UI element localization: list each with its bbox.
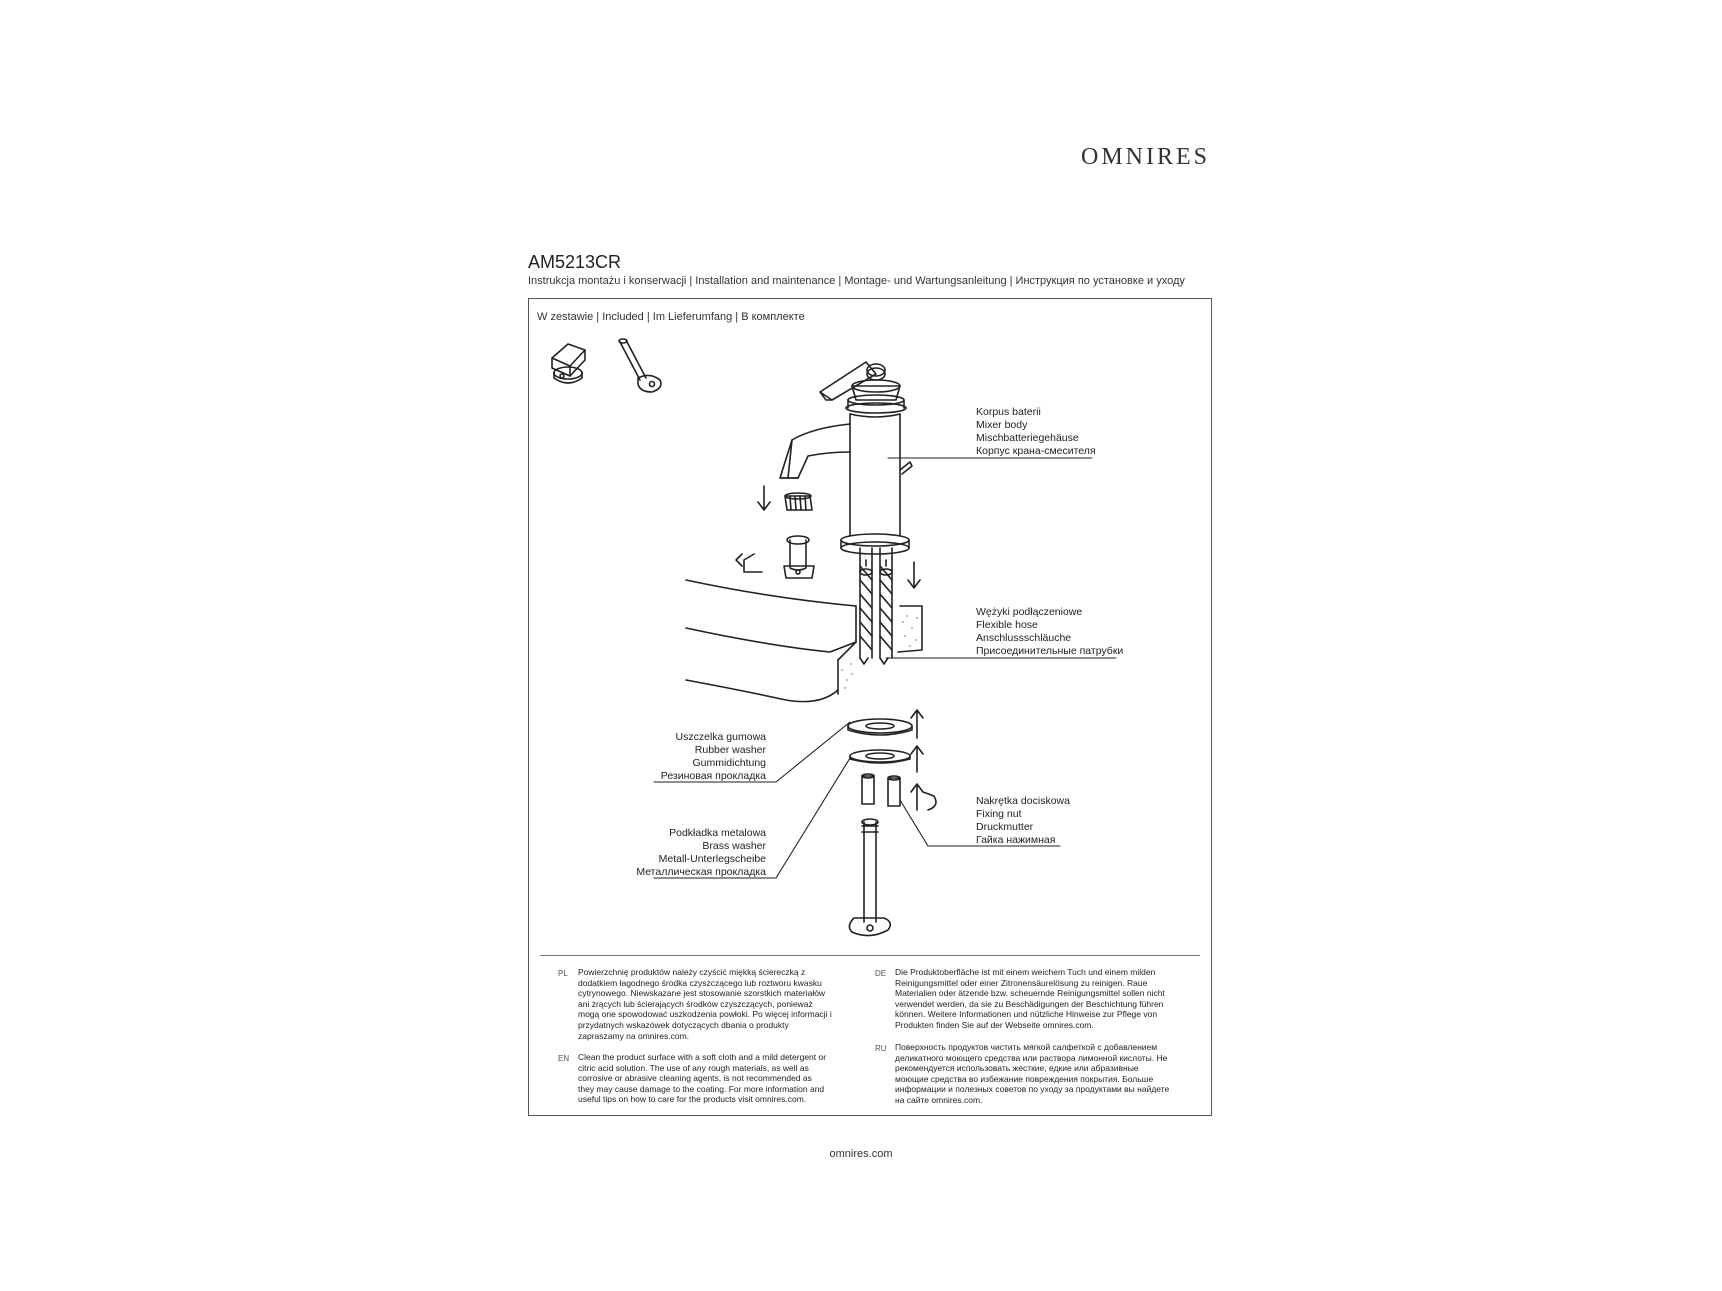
label-nut-ru: Гайка нажимная xyxy=(976,834,1056,846)
arrow-down-icon xyxy=(758,486,770,510)
section-divider xyxy=(540,955,1200,956)
label-mixer-body-de: Mischbatteriegehäuse xyxy=(976,432,1079,444)
care-text-ru: Поверхность продуктов чистить мягкой салфеткой с добавлением деликатного моющего средства или раствора лимонной кислоты. Не рекомендуется использовать жесткие, едкие или абразивные моющие средства во избежание повреждения покрытия. Больше информации и полезных советов по уходу за продуктами вы найдете на сайте omnires.com. xyxy=(895,1042,1170,1105)
model-number: AM5213CR xyxy=(528,252,622,272)
label-hose-en: Flexible hose xyxy=(976,619,1038,631)
included-title: W zestawie | Included | Im Lieferumfang | В комплекте xyxy=(537,311,805,323)
arrow-up-icon-2 xyxy=(911,746,923,772)
label-rubber-ru: Резиновая прокладка xyxy=(660,770,766,782)
label-brass-pl: Podkładka metalowa xyxy=(669,827,766,839)
rotate-arrow-icon xyxy=(736,554,762,572)
lang-code-de: DE xyxy=(875,969,887,978)
label-mixer-body xyxy=(976,406,1096,458)
brand-logo: OMNIRES xyxy=(1080,144,1210,170)
mounting-stud-icon xyxy=(849,819,890,936)
label-brass-de: Metall-Unterlegscheibe xyxy=(658,853,766,865)
label-brass-ru: Металлическая прокладка xyxy=(636,866,766,878)
brass-washer-icon xyxy=(850,750,910,763)
label-brass-en: Brass washer xyxy=(702,840,766,852)
label-nut-en: Fixing nut xyxy=(976,808,1022,820)
label-mixer-body-en: Mixer body xyxy=(976,419,1028,431)
arrow-up-rotate-icon xyxy=(911,784,936,810)
label-hose-de: Anschlussschläuche xyxy=(976,632,1072,644)
label-brass-washer xyxy=(604,827,766,879)
footer-website[interactable]: omnires.com xyxy=(829,1148,893,1160)
care-text-en: Clean the product surface with a soft cloth and a mild detergent or citric acid solution. The use of any rough materials, as well as corrosive or abrasive cleaning agents, is not recommended as they may cause damage to the coating. For more information and useful tips on how to care for the products visit omnires.com. xyxy=(578,1052,827,1105)
care-text-pl: Powierzchnię produktów należy czyścić miękką ściereczką z dodatkiem łagodnego środka czyszczącego lub roztworu kwasku cytrynowego. Niewskazane jest stosowanie szorstkich materiałów ani żrących lub ścierających środków czyszczących, ponieważ mogą one spowodować uszkodzenia powłoki. Po więcej informacji i przydatnych wskazówek dotyczących dbania o produkty zapraszamy na omnires.com. xyxy=(578,967,832,1041)
label-mixer-body-pl: Korpus baterii xyxy=(976,406,1041,418)
arrow-down-icon-2 xyxy=(908,562,920,588)
flexible-hose-icon xyxy=(860,548,892,664)
fixing-nut-icon xyxy=(862,774,900,806)
label-rubber-pl: Uszczelka gumowa xyxy=(675,731,766,743)
label-hose-pl: Wężyki podłączeniowe xyxy=(976,606,1083,618)
label-rubber-en: Rubber washer xyxy=(694,744,766,756)
countertop-icon xyxy=(686,580,922,702)
lang-code-pl: PL xyxy=(558,969,568,978)
arrow-up-icon xyxy=(911,710,923,738)
label-nut-de: Druckmutter xyxy=(976,821,1034,833)
label-hose-ru: Присоединительные патрубки xyxy=(976,645,1124,657)
mixer-body-icon xyxy=(780,414,912,554)
label-rubber-washer xyxy=(604,731,766,783)
care-text-de: Die Produktoberfläche ist mit einem weichem Tuch und einem milden Reinigungsmittel oder einer Zitronensäurelösung zu reinigen. Raue Materialien oder ätzende bzw. scheuernde Reinigungsmittel sollen nicht verwendet werden, da sie zu Beschädigungen der Beschichtung führen können. Weitere Informationen und nützliche Hinweise zur Pflege von Produkten finden Sie auf der Webseite omnires.com. xyxy=(895,967,1165,1030)
lang-code-en: EN xyxy=(558,1054,570,1063)
label-flexible-hose xyxy=(976,606,1123,658)
label-nut-pl: Nakrętka dociskowa xyxy=(976,795,1070,807)
aerator-icon xyxy=(785,493,812,510)
label-rubber-de: Gummidichtung xyxy=(692,757,766,769)
label-fixing-nut xyxy=(976,795,1070,847)
lang-code-ru: RU xyxy=(875,1044,887,1053)
aerator-key-icon xyxy=(784,536,814,578)
document-subtitle: Instrukcja montażu i konserwacji | Installation and maintenance | Montage- und Wartungsanleitung | Инструкция по установке и уходу xyxy=(528,275,1185,287)
label-mixer-body-ru: Корпус крана-смесителя xyxy=(976,445,1096,457)
rubber-washer-icon xyxy=(848,719,912,735)
pipe-tool-icon xyxy=(619,339,661,392)
mounting-key-icon xyxy=(552,344,585,383)
